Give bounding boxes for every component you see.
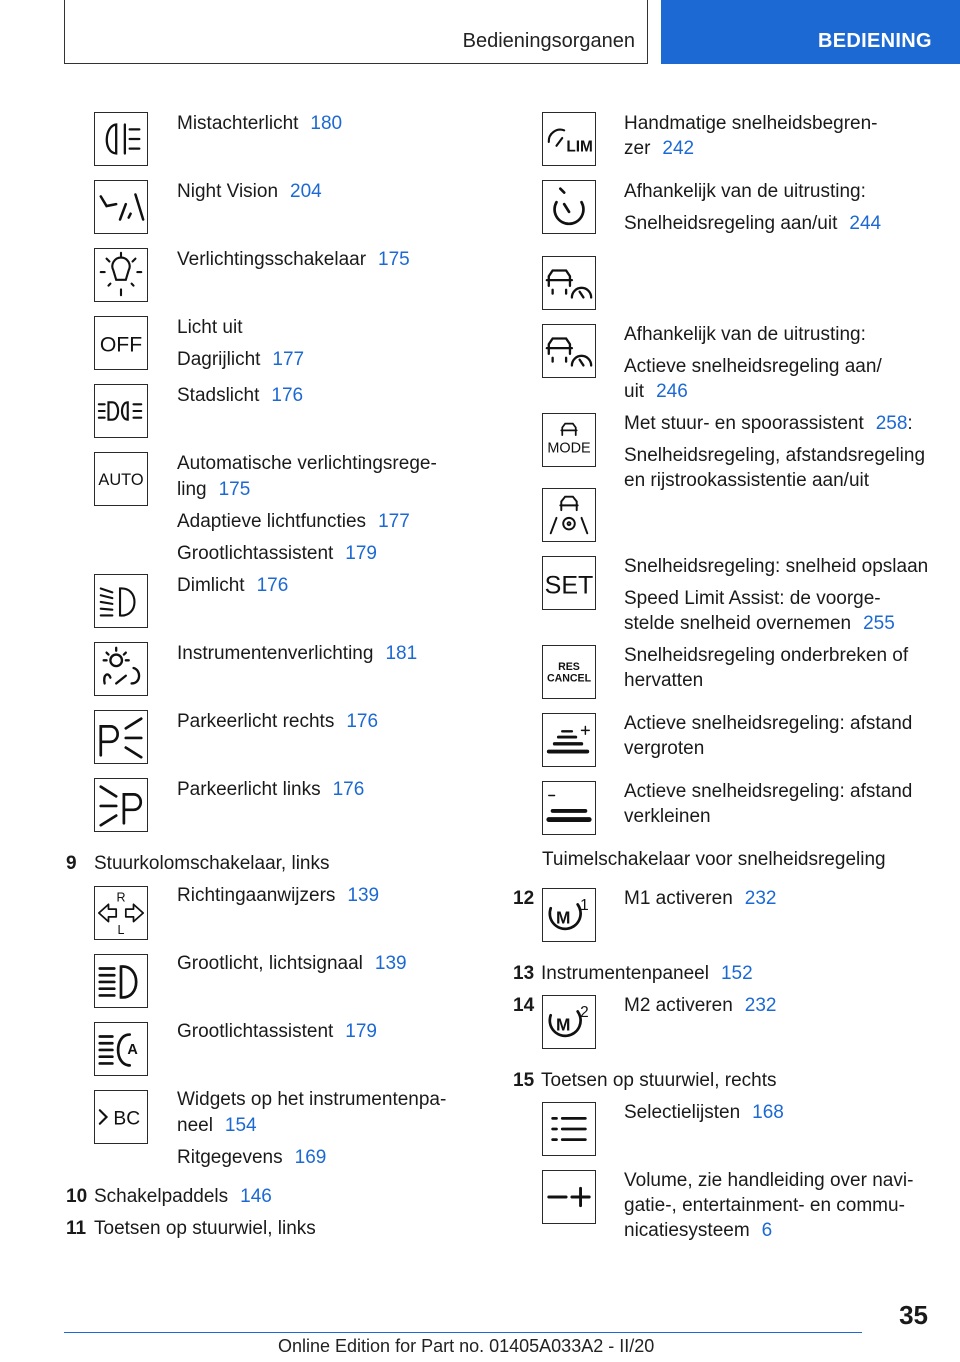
item-speed-limit-assist-line2: stelde snelheid overnemen 255 [624, 613, 895, 634]
ref-link[interactable]: 244 [849, 213, 882, 234]
item-widgets-line2: neel 154 [177, 1115, 257, 1136]
item-speed-limiter-line2: zer 242 [624, 138, 695, 159]
ref-link[interactable]: 177 [272, 349, 305, 370]
m1-icon-m-text: M [556, 907, 571, 928]
item-trip-data: Ritgegevens 169 [177, 1147, 327, 1168]
item-number-14: 14 [513, 995, 535, 1016]
item-distance-decrease-line2: verkleinen [624, 806, 711, 827]
auto-light-icon [94, 452, 148, 506]
ref-link[interactable]: 242 [662, 138, 695, 159]
header-section-title: Bedieningsorganen [462, 30, 635, 52]
parking-light-right-icon [94, 710, 148, 764]
item-acc-line2: uit 246 [624, 381, 688, 402]
item-set-speed: Snelheidsregeling: snelheid opslaan [624, 556, 929, 577]
item-night-vision: Night Vision 204 [177, 181, 322, 202]
ref-link[interactable]: 139 [374, 953, 407, 974]
ref-link[interactable]: 175 [218, 479, 251, 500]
widgets-bc-icon [94, 1090, 148, 1144]
volume-icon [542, 1170, 596, 1224]
high-beam-icon [94, 954, 148, 1008]
ref-link[interactable]: 179 [345, 543, 377, 564]
low-beam-icon [94, 574, 148, 628]
ref-link[interactable]: 204 [290, 181, 322, 202]
item-auto-light-line1: Automatische verlichtingsrege- [177, 453, 437, 474]
item-high-beam-assist: Grootlichtassistent 179 [177, 543, 377, 564]
res-icon-text: RES [558, 661, 580, 674]
item-steering-lane-assist: Met stuur- en spoorassistent 258: [624, 413, 913, 434]
item-instrument-lighting: Instrumentenverlichting 181 [177, 643, 418, 664]
night-vision-icon [94, 180, 148, 234]
header-chapter-tab[interactable] [661, 0, 960, 64]
header-section-box [64, 0, 648, 64]
item-shift-paddles: Schakelpaddels 146 [94, 1186, 272, 1207]
m1-icon-1-text: 1 [580, 897, 589, 915]
item-acc-equipment-note: Afhankelijk van de uitrusting: [624, 324, 866, 345]
item-adaptive-light: Adaptieve lichtfuncties 177 [177, 511, 410, 532]
ref-link[interactable]: 175 [378, 249, 410, 270]
item-speed-limit-assist-line1: Speed Limit Assist: de voorge- [624, 588, 881, 609]
m1-icon [542, 888, 596, 942]
res-cancel-icon [542, 645, 596, 699]
mode-icon [542, 413, 596, 467]
item-daytime-light: Dagrijlicht 177 [177, 349, 305, 370]
set-icon [542, 556, 596, 610]
item-auto-light-line2: ling 175 [177, 479, 251, 500]
ref-link[interactable]: 246 [656, 381, 688, 402]
high-beam-assistant-icon [94, 1022, 148, 1076]
distance-decrease-icon [542, 781, 596, 835]
item-number-15: 15 [513, 1070, 535, 1091]
active-cruise-control-icon-2 [542, 324, 596, 378]
item-number-13: 13 [513, 963, 535, 984]
item-mode-line2: Snelheidsregeling, afstandsregeling [624, 445, 926, 466]
cancel-icon-text: CANCEL [546, 672, 592, 685]
parking-light-left-icon [94, 778, 148, 832]
set-icon-text: SET [544, 571, 594, 600]
item-high-beam-assistant: Grootlichtassistent 179 [177, 1021, 377, 1042]
item-lights-off: Licht uit [177, 317, 243, 338]
item-turn-signals: Richtingaanwijzers 139 [177, 885, 380, 906]
mode-icon-text: MODE [547, 440, 591, 457]
item-steering-buttons-right: Toetsen op stuurwiel, rechts [541, 1070, 777, 1091]
item-mode-line3: en rijstrookassistentie aan/uit [624, 470, 870, 491]
m2-icon-2-text: 2 [580, 1004, 589, 1022]
ref-link[interactable]: 176 [346, 711, 379, 732]
ref-link[interactable]: 146 [240, 1186, 272, 1207]
ref-link[interactable]: 179 [345, 1021, 377, 1042]
item-m2: M2 activeren 232 [624, 995, 777, 1016]
item-steering-column-switch: Stuurkolomschakelaar, links [94, 853, 330, 874]
item-rear-fog-light: Mistachterlicht 180 [177, 113, 343, 134]
ref-link[interactable]: 152 [720, 963, 753, 984]
item-instrument-panel: Instrumentenpaneel 152 [541, 963, 753, 984]
item-m1: M1 activeren 232 [624, 888, 777, 909]
ref-link[interactable]: 232 [744, 888, 777, 909]
lights-off-icon-text: OFF [99, 333, 143, 357]
item-parking-light: Stadslicht 176 [177, 385, 304, 406]
distance-increase-icon [542, 713, 596, 767]
item-number-9: 9 [66, 853, 77, 874]
auto-light-icon-text: AUTO [98, 470, 144, 489]
item-number-11: 11 [66, 1218, 87, 1239]
ref-link[interactable]: 154 [224, 1115, 257, 1136]
ref-link[interactable]: 169 [294, 1147, 327, 1168]
header-chapter-title: BEDIENING [818, 30, 932, 52]
rear-fog-light-icon [94, 112, 148, 166]
m2-icon [542, 995, 596, 1049]
active-cruise-control-icon [542, 256, 596, 310]
item-res-cancel-line2: hervatten [624, 670, 704, 691]
item-volume-line2: gatie-, entertainment- en commu- [624, 1195, 905, 1216]
cruise-control-icon [542, 180, 596, 234]
high-beam-assistant-a-text: A [127, 1041, 138, 1058]
ref-link[interactable]: 232 [744, 995, 777, 1016]
selection-list-icon [542, 1102, 596, 1156]
footer-divider [64, 1332, 862, 1333]
item-volume-line3: nicatiesysteem 6 [624, 1220, 773, 1241]
turn-signal-l-text: L [117, 923, 125, 938]
item-widgets-line1: Widgets op het instrumentenpa- [177, 1089, 447, 1110]
ref-link[interactable]: 180 [310, 113, 343, 134]
speed-limiter-icon [542, 112, 596, 166]
ref-link[interactable]: 168 [752, 1102, 784, 1123]
ref-link[interactable]: 177 [378, 511, 410, 532]
item-number-12: 12 [513, 888, 535, 909]
ref-link[interactable]: 258 [875, 413, 908, 434]
ref-link[interactable]: 181 [385, 643, 418, 664]
lights-off-icon [94, 316, 148, 370]
item-light-switch: Verlichtingsschakelaar 175 [177, 249, 410, 270]
ref-link[interactable]: 176 [256, 575, 289, 596]
item-parking-left: Parkeerlicht links 176 [177, 779, 365, 800]
item-number-10: 10 [66, 1186, 88, 1207]
item-res-cancel-line1: Snelheidsregeling onderbreken of [624, 645, 909, 666]
item-distance-increase-line2: vergroten [624, 738, 705, 759]
turn-signal-r-text: R [116, 890, 126, 905]
item-acc-line1: Actieve snelheidsregeling aan/ [624, 356, 882, 377]
widgets-bc-text: BC [113, 1108, 141, 1130]
item-cruise-equipment-note: Afhankelijk van de uitrusting: [624, 181, 866, 202]
item-rocker-switch-caption: Tuimelschakelaar voor snelheidsregeling [542, 849, 886, 870]
ref-link[interactable]: 176 [332, 779, 365, 800]
steering-assistant-icon [542, 488, 596, 542]
page-number: 35 [899, 1300, 928, 1330]
turn-signal-icon [94, 886, 148, 940]
item-parking-right: Parkeerlicht rechts 176 [177, 711, 379, 732]
instrument-lighting-icon [94, 642, 148, 696]
item-high-beam: Grootlicht, lichtsignaal 139 [177, 953, 407, 974]
item-selection-lists: Selectielijsten 168 [624, 1102, 784, 1123]
item-low-beam: Dimlicht 176 [177, 575, 289, 596]
item-speed-limiter-line1: Handmatige snelheidsbegren- [624, 113, 878, 134]
ref-link[interactable]: 139 [347, 885, 380, 906]
m2-icon-m-text: M [556, 1014, 571, 1035]
footer-edition: Online Edition for Part no. 01405A033A2 - II/20 [278, 1336, 655, 1356]
item-steering-buttons-left: Toetsen op stuurwiel, links [94, 1218, 316, 1239]
item-distance-decrease-line1: Actieve snelheidsregeling: afstand [624, 781, 913, 802]
light-switch-icon [94, 248, 148, 302]
ref-link[interactable]: 255 [863, 613, 895, 634]
ref-link[interactable]: 6 [761, 1220, 773, 1241]
item-volume-line1: Volume, zie handleiding over navi- [624, 1170, 914, 1191]
speed-limiter-text: LIM [566, 138, 593, 156]
parking-light-icon [94, 384, 148, 438]
item-cruise-control: Snelheidsregeling aan/uit 244 [624, 213, 882, 234]
ref-link[interactable]: 176 [271, 385, 304, 406]
item-distance-increase-line1: Actieve snelheidsregeling: afstand [624, 713, 913, 734]
